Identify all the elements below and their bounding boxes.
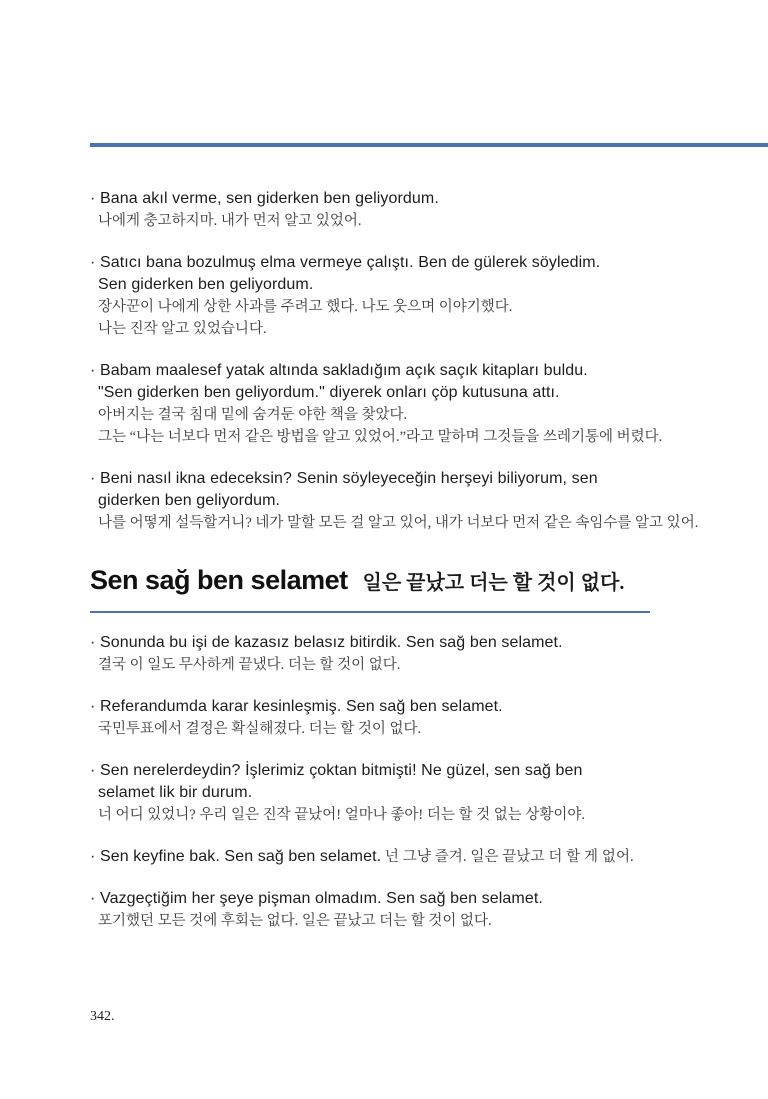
idiom-heading-turkish: Sen sağ ben selamet [90,565,348,595]
turkish-sentence-line [90,188,762,210]
turkish-sentence-text: "Sen giderken ben geliyordum." diyerek onları çöp kutusuna attı. [98,384,560,401]
korean-translation-line: 결국 이 일도 무사하게 끝냈다. 더는 할 것이 없다. [98,657,401,673]
bullet-marker: · [90,848,100,865]
example-entry [90,468,762,534]
turkish-sentence-line [90,696,762,718]
bullet-marker: · [90,362,100,379]
korean-translation-line: 그는 “나는 너보다 먼저 같은 방법을 알고 있었어.”라고 말하며 그것들을 쓰레기통에 버렸다. [98,429,663,445]
turkish-sentence-text: Sen nerelerdeydin? İşlerimiz çoktan bitmişti! Ne güzel, sen sağ ben [99,762,583,779]
turkish-sentence-line [90,632,762,654]
example-list-2 [90,632,762,932]
bullet-marker: · [90,254,100,271]
turkish-sentence-text: Bana akıl verme, sen giderken ben geliyordum. [99,190,439,207]
example-entry [90,760,762,826]
korean-translation-line: 나는 진작 알고 있었습니다. [98,321,267,337]
turkish-sentence-line [98,782,762,804]
example-list-1 [90,188,762,534]
turkish-sentence-line [98,274,762,296]
example-entry [90,888,762,932]
turkish-sentence-text: Sen keyfine bak. Sen sağ ben selamet. [99,848,382,865]
turkish-sentence-text: selamet lik bir durum. [98,784,253,801]
turkish-sentence-line [90,252,762,274]
idiom-heading [90,560,762,597]
example-entry [90,360,762,448]
turkish-sentence-line [90,468,762,490]
top-divider [90,143,768,147]
turkish-sentence-line [90,888,762,910]
turkish-sentence-text: Babam maalesef yatak altında sakladığım açık saçık kitapları buldu. [99,362,588,379]
turkish-sentence-line [98,382,762,404]
example-entry [90,696,762,740]
korean-translation-line: 포기했던 모든 것에 후회는 없다. 일은 끝났고 더는 할 것이 없다. [98,913,492,929]
korean-translation-line: 장사꾼이 나에게 상한 사과를 주려고 했다. 나도 웃으며 이야기했다. [98,299,513,315]
example-entry [90,188,762,232]
turkish-sentence-text: Referandumda karar kesinleşmiş. Sen sağ ben selamet. [99,698,503,715]
korean-translation-line: 나에게 충고하지마. 내가 먼저 알고 있었어. [98,213,362,229]
page-number: 342. [90,1009,115,1024]
korean-translation-inline: 넌 그냥 즐겨. 일은 끝났고 더 할 게 없어. [381,849,634,865]
turkish-sentence-text: Satıcı bana bozulmuş elma vermeye çalıştı. Ben de gülerek söyledim. [99,254,601,271]
turkish-sentence-text: giderken ben geliyordum. [98,492,281,509]
turkish-sentence-text: Beni nasıl ikna edeceksin? Senin söyleyeceğin herşeyi biliyorum, sen [99,470,598,487]
turkish-sentence-line [90,360,762,382]
turkish-sentence-text: Sen giderken ben geliyordum. [98,276,314,293]
korean-translation-line: 나를 어떻게 설득할거니? 네가 말할 모든 걸 알고 있어, 내가 너보다 먼저 같은 속임수를 알고 있어. [98,515,699,531]
bullet-marker: · [90,190,100,207]
page-content [90,188,762,952]
turkish-sentence-line [98,490,762,512]
bullet-marker: · [90,634,100,651]
example-entry [90,252,762,340]
example-entry [90,632,762,676]
korean-translation-line: 너 어디 있었니? 우리 일은 진작 끝났어! 얼마나 좋아! 더는 할 것 없는 상황이야. [98,807,586,823]
example-entry [90,846,762,868]
heading-divider [90,611,650,613]
bullet-marker: · [90,470,100,487]
bullet-marker: · [90,698,100,715]
turkish-sentence-line [90,846,762,868]
turkish-sentence-text: Vazgeçtiğim her şeye pişman olmadım. Sen sağ ben selamet. [99,890,543,907]
turkish-sentence-text: Sonunda bu işi de kazasız belasız bitirdik. Sen sağ ben selamet. [99,634,563,651]
turkish-sentence-line [90,760,762,782]
idiom-heading-korean: 일은 끝났고 더는 할 것이 없다. [362,572,625,594]
bullet-marker: · [90,762,100,779]
korean-translation-line: 국민투표에서 결정은 확실해졌다. 더는 할 것이 없다. [98,721,422,737]
korean-translation-line: 아버지는 결국 침대 밑에 숨겨둔 야한 책을 찾았다. [98,407,408,423]
bullet-marker: · [90,890,100,907]
